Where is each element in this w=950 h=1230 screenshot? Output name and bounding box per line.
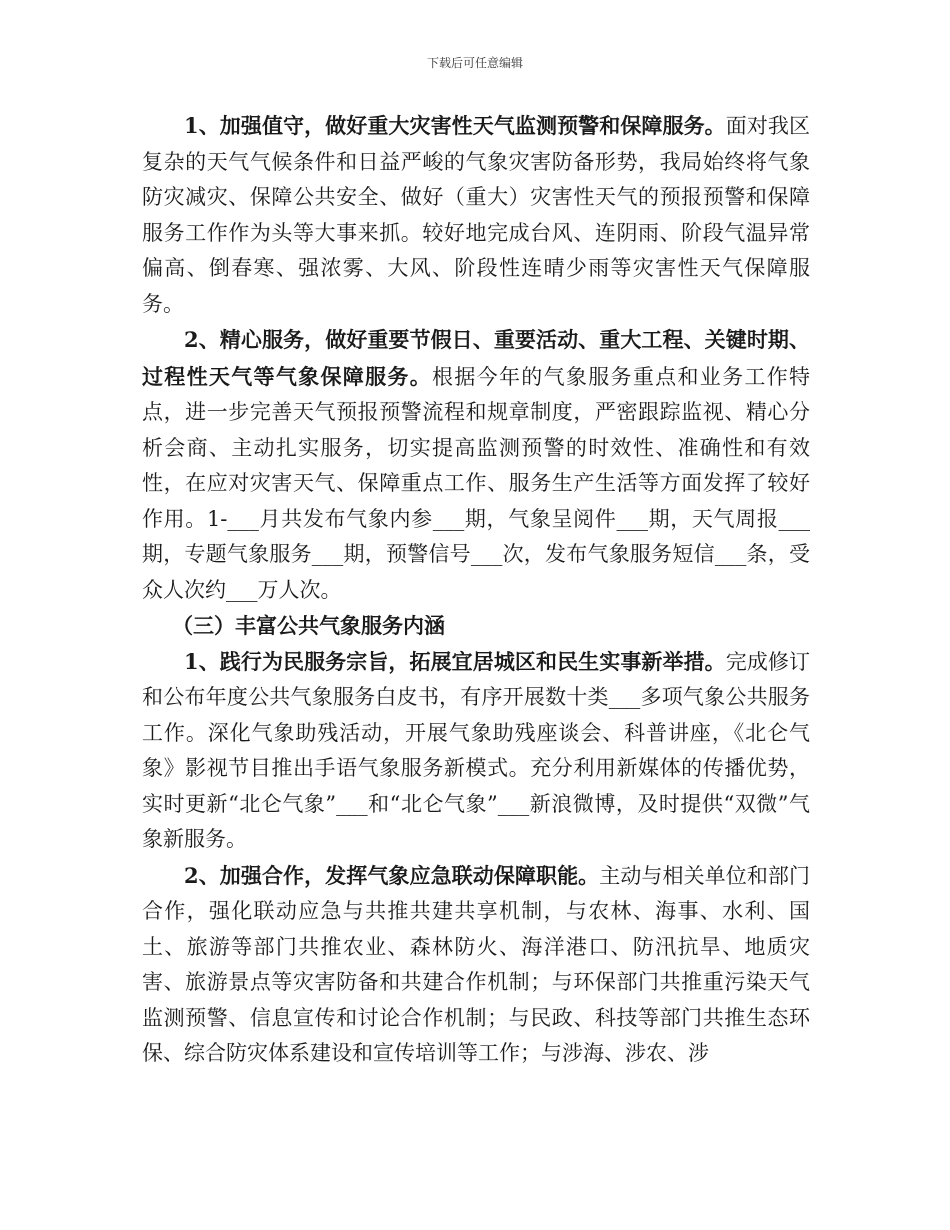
paragraph-heading: 1、践行为民服务宗旨，拓展宜居城区和民生实事新举措。 [184,648,726,674]
paragraph-heading: 2、精心服务，做好重要节假日、重要活动、重大工程、关键时期、过程性天气等气象保障服务。 [142,327,810,389]
paragraph-monitoring [142,108,810,322]
paragraph-public-service [142,644,810,858]
paragraph-heading: 1、加强值守，做好重大灾害性天气监测预警和保障服务。 [184,113,726,138]
paragraph-service [142,322,810,608]
paragraph-text: 完成修订和公布年度公共气象服务白皮书，有序开展数十类___多项气象公共服务工作。深化气象助残活动，开展气象助残座谈会、科普讲座，《北仑气象》影视节目推出手语气象服务新模式。充分利用新媒体的传播优势，实时更新“北仑气象”___和“北仑气象”___新浪微博，及时提供“双微”气象新服务。 [142,649,810,851]
paragraph-text: 根据今年的气象服务重点和业务工作特点，进一步完善天气预报预警流程和规章制度，严密跟踪监视、精心分析会商、主动扎实服务，切实提高监测预警的时效性、准确性和有效性，在应对灾害天气、保障重点工作、服务生产生活等方面发挥了较好作用。1-___月共发布气象内参___期，气象呈阅件___期，天气周报___期，专题气象服务___期，预警信号___次，发布气象服务短信___条，受众人次约___万人次。 [142,364,811,602]
document-body [142,108,810,1072]
paragraph-text: 主动与相关单位和部门合作，强化联动应急与共推共建共享机制，与农林、海事、水利、国土、旅游等部门共推农业、森林防火、海洋港口、防汛抗旱、地质灾害、旅游景点等灾害防备和共建合作机制；与环保部门共推重污染天气监测预警、信息宣传和讨论合作机制；与民政、科技等部门共推生态环保、综合防灾体系建设和宣传培训等工作；与涉海、涉农、涉 [142,863,810,1065]
paragraph-heading: 2、加强合作，发挥气象应急联动保障职能。 [184,862,600,888]
paragraph-text: 面对我区复杂的天气气候条件和日益严峻的气象灾害防备形势，我局始终将气象防灾减灾、保障公共安全、做好（重大）灾害性天气的预报预警和保障服务工作作为头等大事来抓。较好地完成台风、连阴雨、阶段气温异常偏高、倒春寒、强浓雾、大风、阶段性连晴少雨等灾害性天气保障服务。 [142,114,810,316]
page-header: 下载后可任意编辑 [426,56,523,70]
section-heading: （三）丰富公共气象服务内涵 [172,613,445,638]
paragraph-cooperation [142,858,810,1072]
